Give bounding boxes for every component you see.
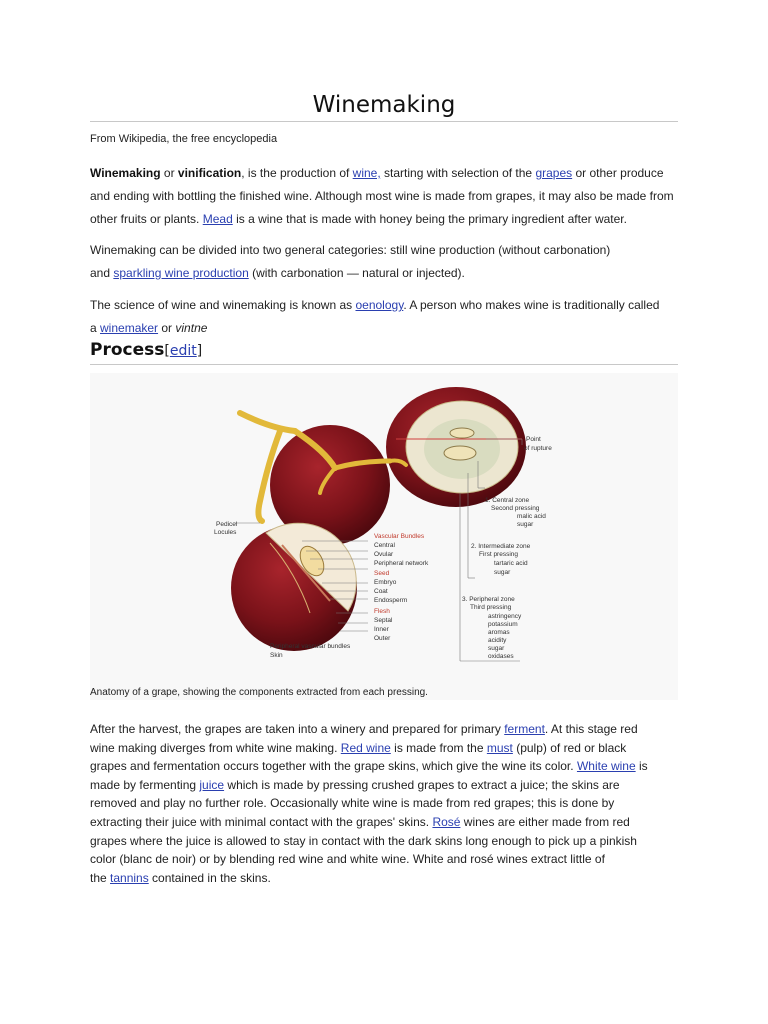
text: contained in the skins. <box>148 870 271 885</box>
label-zone2-sugar: sugar <box>494 569 511 576</box>
bracket-open: [ <box>164 343 170 359</box>
label-peripheral-network: Peripheral network <box>374 560 429 567</box>
label-of-rupture: of rupture <box>524 445 552 452</box>
label-zone2-pressing: First pressing <box>479 551 519 558</box>
label-coat: Coat <box>374 588 388 595</box>
label-central: Central <box>374 542 395 549</box>
link-sparkling-wine[interactable]: sparkling wine production <box>113 266 249 280</box>
harvest-line-9 <box>90 869 678 888</box>
link-mead[interactable]: Mead <box>202 212 233 226</box>
link-wine[interactable]: wine, <box>352 166 381 180</box>
text: or <box>158 321 176 335</box>
term-vinification: vinification <box>177 166 242 180</box>
label-zone2: 2. Intermediate zone <box>471 543 531 550</box>
link-ferment[interactable]: ferment <box>504 722 545 736</box>
grape-cut-top <box>386 387 526 507</box>
text: After the harvest, the grapes are taken into a winery and prepared for primary <box>90 722 505 736</box>
grape-cut-bottom <box>231 523 357 651</box>
section-heading-process <box>90 340 202 360</box>
text: or <box>160 166 178 180</box>
label-zone2-tartaric: tartaric acid <box>494 560 528 567</box>
label-pedicel: Pedicel <box>216 521 238 528</box>
label-inner: Inner <box>374 626 389 633</box>
label-zone3-acidity: acidity <box>488 637 507 644</box>
harvest-line-1 <box>90 720 678 739</box>
link-tannins[interactable]: tannins <box>110 870 149 885</box>
text: other fruits or plants. <box>90 212 203 226</box>
link-oenology[interactable]: oenology <box>355 298 404 312</box>
label-locules: Locules <box>214 529 237 536</box>
page-subtitle: From Wikipedia, the free encyclopedia <box>90 133 278 145</box>
text: a <box>90 321 101 335</box>
label-septal: Septal <box>374 617 393 624</box>
edit-section <box>164 343 202 359</box>
text: wines are either made from red <box>460 814 630 829</box>
link-white-wine[interactable]: White wine <box>576 759 636 774</box>
intro-paragraph <box>90 162 678 231</box>
label-seed: Seed <box>374 570 390 577</box>
science-paragraph <box>90 294 678 340</box>
label-outer: Outer <box>374 635 391 642</box>
text: is made from the <box>390 740 487 755</box>
label-skin: Skin <box>270 652 283 659</box>
text: made by fermenting <box>90 777 200 792</box>
grape-anatomy-figure <box>90 373 678 700</box>
label-zone1-sugar: sugar <box>517 521 534 528</box>
section-title: Process <box>90 340 165 360</box>
harvest-line-2 <box>90 739 678 758</box>
intro-line-3 <box>90 208 678 231</box>
link-juice[interactable]: juice <box>199 777 225 792</box>
intro-line-2: and ending with bottling the finished wine. Although most wine is made from grapes, it may also be made from <box>90 189 674 203</box>
label-peripheral-vascular: Peripheral vascular bundles <box>270 643 351 650</box>
label-point: Point <box>526 436 541 443</box>
label-zone3-sugar: sugar <box>488 645 505 652</box>
label-zone3-aromas: aromas <box>488 629 510 636</box>
grape-anatomy-diagram <box>90 373 678 700</box>
text: grapes and fermentation occurs together with the grape skins, which give the wine its color. <box>90 759 577 774</box>
harvest-line-7: grapes where the juice is allowed to stay in contact with the dark skins long enough to pick up a pinkish <box>90 833 637 848</box>
categories-paragraph <box>90 239 678 285</box>
label-endosperm: Endosperm <box>374 597 408 604</box>
harvest-line-4 <box>90 776 678 795</box>
label-flesh: Flesh <box>374 608 390 615</box>
figure-caption: Anatomy of a grape, showing the components extracted from each pressing. <box>90 687 428 698</box>
text: extracting their juice with minimal contact with the grapes' skins. <box>90 814 433 829</box>
harvest-line-5: removed and play no further role. Occasionally white wine is made from red grapes; this is done by <box>90 796 615 811</box>
text: , is the production of <box>241 166 353 180</box>
harvest-paragraph <box>90 720 678 887</box>
text: which is made by pressing crushed grapes to extract a juice; the skins are <box>224 777 620 792</box>
link-grapes[interactable]: grapes <box>535 166 573 180</box>
text: . A person who makes wine is traditionally called <box>403 298 660 312</box>
label-zone3: 3. Peripheral zone <box>462 596 515 603</box>
text: and <box>90 266 114 280</box>
text: (with carbonation — natural or injected). <box>248 266 465 280</box>
label-zone1: 1. Central zone <box>485 497 530 504</box>
label-zone3-astringency: astringency <box>488 613 522 620</box>
science-line-1 <box>90 294 678 317</box>
harvest-line-6 <box>90 813 678 832</box>
text: is <box>635 759 648 774</box>
harvest-line-3 <box>90 757 678 776</box>
link-red-wine[interactable]: Red wine <box>340 740 391 755</box>
text: or other produce <box>572 166 664 180</box>
intro-line-1 <box>90 162 678 185</box>
text: . At this stage red <box>544 722 638 736</box>
text: The science of wine and winemaking is known as <box>90 298 356 312</box>
text: wine making diverges from white wine making. <box>90 740 341 755</box>
link-must[interactable]: must <box>486 740 513 755</box>
label-embryo: Embryo <box>374 579 397 586</box>
label-zone1-malic: malic acid <box>517 513 546 520</box>
science-line-2 <box>90 317 678 340</box>
term-winemaking: Winemaking <box>90 166 161 180</box>
page-title: Winemaking <box>312 92 456 118</box>
edit-link[interactable]: edit <box>169 343 197 359</box>
categories-line-1: Winemaking can be divided into two general categories: still wine production (without carbonation) <box>90 243 611 257</box>
section-divider <box>90 364 678 365</box>
categories-line-2 <box>90 262 678 285</box>
bracket-close: ] <box>196 343 203 359</box>
term-vintner: vintne <box>175 321 208 335</box>
text: (pulp) of red or black <box>512 740 627 755</box>
link-rose[interactable]: Rosé <box>432 814 461 829</box>
label-zone3-potassium: potassium <box>488 621 518 628</box>
title-divider <box>90 121 678 122</box>
label-zone1-pressing: Second pressing <box>491 505 540 512</box>
label-vascular-bundles: Vascular Bundles <box>374 533 425 540</box>
text: is a wine that is made with honey being the primary ingredient after water. <box>232 212 627 226</box>
label-zone3-oxidases: oxidases <box>488 653 514 660</box>
text: the <box>90 870 111 885</box>
harvest-line-8: color (blanc de noir) or by blending red wine and white wine. White and rosé wines extract little of <box>90 852 605 867</box>
link-winemaker[interactable]: winemaker <box>100 321 159 335</box>
text: starting with selection of the <box>380 166 536 180</box>
label-zone3-pressing: Third pressing <box>470 604 512 611</box>
label-ovular: Ovular <box>374 551 394 558</box>
